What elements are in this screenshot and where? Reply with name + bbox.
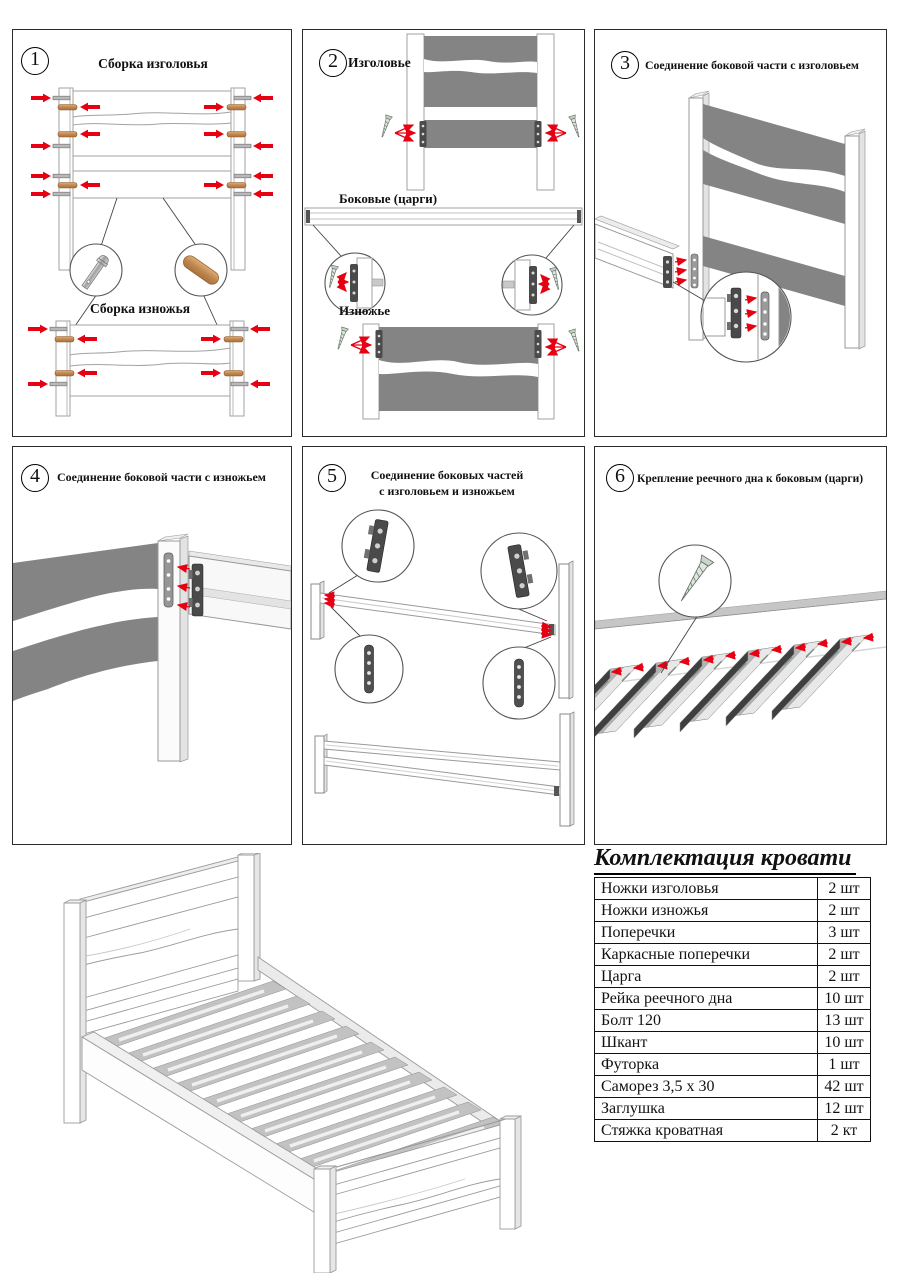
part-name-cell: Ножки изножья [595,900,818,922]
table-row [595,944,871,966]
step-2-number: 2 [319,49,347,77]
part-name-cell: Ножки изголовья [595,878,818,900]
step-4-illustration [13,447,291,844]
part-name-cell: Шкант [595,1032,818,1054]
step-5-number: 5 [318,464,346,492]
table-row [595,1076,871,1098]
step-1-illustration [13,30,291,436]
step-6-number: 6 [606,464,634,492]
parts-list [594,845,872,1142]
part-qty-cell: 10 шт [818,988,871,1010]
table-row [595,922,871,944]
part-name-cell: Поперечки [595,922,818,944]
step-4-number: 4 [21,464,49,492]
step-5-illustration [303,447,584,844]
table-row [595,966,871,988]
step-1-headboard-label: Сборка изголовья [98,56,208,71]
parts-table-body [595,878,871,1142]
part-name-cell: Каркасные поперечки [595,944,818,966]
step-2-headboard-label: Изголовье [348,55,411,70]
part-qty-cell: 3 шт [818,922,871,944]
step-5-panel [302,446,585,845]
part-qty-cell: 2 шт [818,878,871,900]
parts-table [594,877,871,1142]
step-6-panel [594,446,887,845]
step-2-rails-label: Боковые (царги) [339,191,438,206]
step-3-illustration [595,30,886,436]
part-qty-cell: 12 шт [818,1098,871,1120]
part-qty-cell: 2 шт [818,944,871,966]
table-row [595,1032,871,1054]
table-row [595,900,871,922]
table-row [595,1098,871,1120]
part-name-cell: Заглушка [595,1098,818,1120]
step-1-footboard-label: Сборка изножья [89,301,191,316]
step-4-panel [12,446,292,845]
part-qty-cell: 2 кт [818,1120,871,1142]
part-qty-cell: 10 шт [818,1032,871,1054]
table-row [595,988,871,1010]
part-qty-cell: 2 шт [818,966,871,988]
step-2-footboard-label: Изножье [339,303,391,318]
part-name-cell: Царга [595,966,818,988]
step-2-panel [302,29,585,437]
part-name-cell: Рейка реечного дна [595,988,818,1010]
step-2-illustration [303,30,584,436]
step-4-title: Соединение боковой части с изножьем [57,470,266,484]
step-5-title [361,467,533,499]
step-3-number: 3 [611,51,639,79]
part-name-cell: Стяжка кроватная [595,1120,818,1142]
step-5-title-line2: с изголовьем и изножьем [379,484,515,498]
step-1-panel [12,29,292,437]
part-qty-cell: 42 шт [818,1076,871,1098]
table-row [595,1010,871,1032]
table-row [595,1054,871,1076]
table-row [595,1120,871,1142]
step-3-panel [594,29,887,437]
parts-table-title: Комплектация кровати [594,845,856,875]
part-qty-cell: 1 шт [818,1054,871,1076]
part-name-cell: Болт 120 [595,1010,818,1032]
part-qty-cell: 13 шт [818,1010,871,1032]
step-1-number: 1 [21,47,49,75]
step-5-title-line1: Соединение боковых частей [370,468,524,482]
part-name-cell: Саморез 3,5 х 30 [595,1076,818,1098]
bed-overview-illustration [20,853,580,1273]
part-qty-cell: 2 шт [818,900,871,922]
part-name-cell: Футорка [595,1054,818,1076]
table-row [595,878,871,900]
step-6-title: Крепление реечного дна к боковым (царги) [637,473,864,485]
step-6-illustration [595,447,886,844]
step-3-title: Соединение боковой части с изголовьем [645,58,859,72]
